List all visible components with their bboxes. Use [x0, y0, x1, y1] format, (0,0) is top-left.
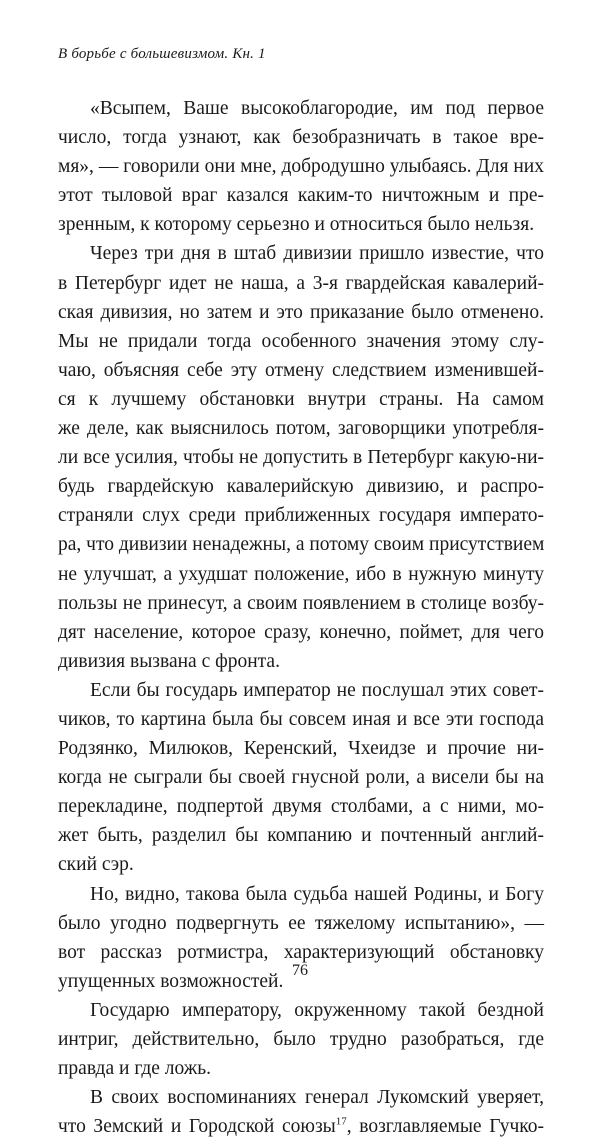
text-line: ра, что дивизии ненадежны, а потому своим присутствием [58, 534, 545, 556]
text-line: дят население, которое сразу, конечно, поймет, для чего [58, 621, 544, 643]
text-line: Но, видно, такова была судьба нашей Родины, и Богу [90, 883, 544, 905]
text-line: этот тыловой враг казался каким-то ничтожным и пре- [58, 185, 544, 207]
text-line: жет быть, разделил бы компанию и почтенный англий- [58, 825, 544, 847]
text-line: Если бы государь император не послушал этих совет- [90, 679, 544, 701]
body-text [58, 94, 544, 1141]
text-line: упущенных возможностей. [58, 970, 284, 992]
text-line: В своих воспоминаниях генерал Лукомский уверяет, [90, 1087, 544, 1109]
text-line: мя», — говорили они мне, добродушно улыбаясь. Для них [58, 156, 544, 178]
text-line: ская дивизия, но затем и это приказание было отменено. [58, 301, 544, 323]
text-line: перекладине, подпертой двумя столбами, а с ними, мо- [58, 796, 544, 818]
text-segment: что Земский и Городской союзы [58, 1116, 336, 1138]
text-line: Мы не придали тогда особенного значения этому слу- [58, 330, 544, 352]
text-line: в Петербург идет не наша, а 3-я гвардейская кавалерий- [58, 272, 544, 294]
text-line: пользы не принесут, а своим появлением в столице возбу- [58, 592, 544, 614]
text-line: число, тогда узнают, как безобразничать в такое вре- [58, 127, 544, 149]
text-line: зренным, к которому серьезно и относиться было нельзя. [58, 214, 535, 236]
text-segment: , возглавляемые Гучко- [346, 1116, 545, 1138]
text-line: же деле, как выяснилось потом, заговорщики употребля- [58, 418, 544, 440]
text-line: будь гвардейскую кавалерийскую дивизию, и распро- [58, 476, 544, 498]
text-line: интриг, действительно, было трудно разобраться, где [58, 1029, 544, 1050]
text-line: ли все усилия, чтобы не допустить в Петербург какую-ни- [58, 447, 544, 469]
text-line: ся к лучшему обстановки внутри страны. На самом [58, 388, 544, 410]
text-line: правда и где ложь. [58, 1058, 212, 1080]
running-header: В борьбе с большевизмом. Кн. 1 [58, 46, 266, 62]
page-number: 76 [292, 962, 308, 979]
text-line: было угодно подвергнуть ее тяжелому испытанию», — [58, 912, 544, 934]
text-line [58, 1112, 544, 1141]
text-line: дивизия вызвана с фронта. [58, 650, 280, 672]
footnote-marker[interactable]: 17 [335, 1115, 347, 1128]
text-line: Государю императору, окруженному такой бездной [90, 999, 544, 1021]
text-line: чаю, объясняя себе эту отмену следствием изменившей- [58, 359, 544, 381]
text-line: вот рассказ ротмистра, характеризующий обстановку [58, 941, 544, 963]
text-line: когда не сыграли бы своей гнусной роли, а висели бы на [58, 767, 544, 789]
text-line: ский сэр. [58, 854, 134, 876]
text-line: Через три дня в штаб дивизии пришло известие, что [90, 243, 544, 265]
text-line: «Всыпем, Ваше высокоблагородие, им под первое [90, 98, 544, 119]
text-line: не улучшат, а ухудшат положение, ибо в нужную минуту [58, 563, 544, 585]
text-line: страняли слух среди приближенных государя императо- [58, 505, 544, 527]
text-line: чиков, то картина была бы совсем иная и все эти господа [58, 708, 544, 730]
text-line: Родзянко, Милюков, Керенский, Чхеидзе и прочие ни- [58, 738, 544, 760]
